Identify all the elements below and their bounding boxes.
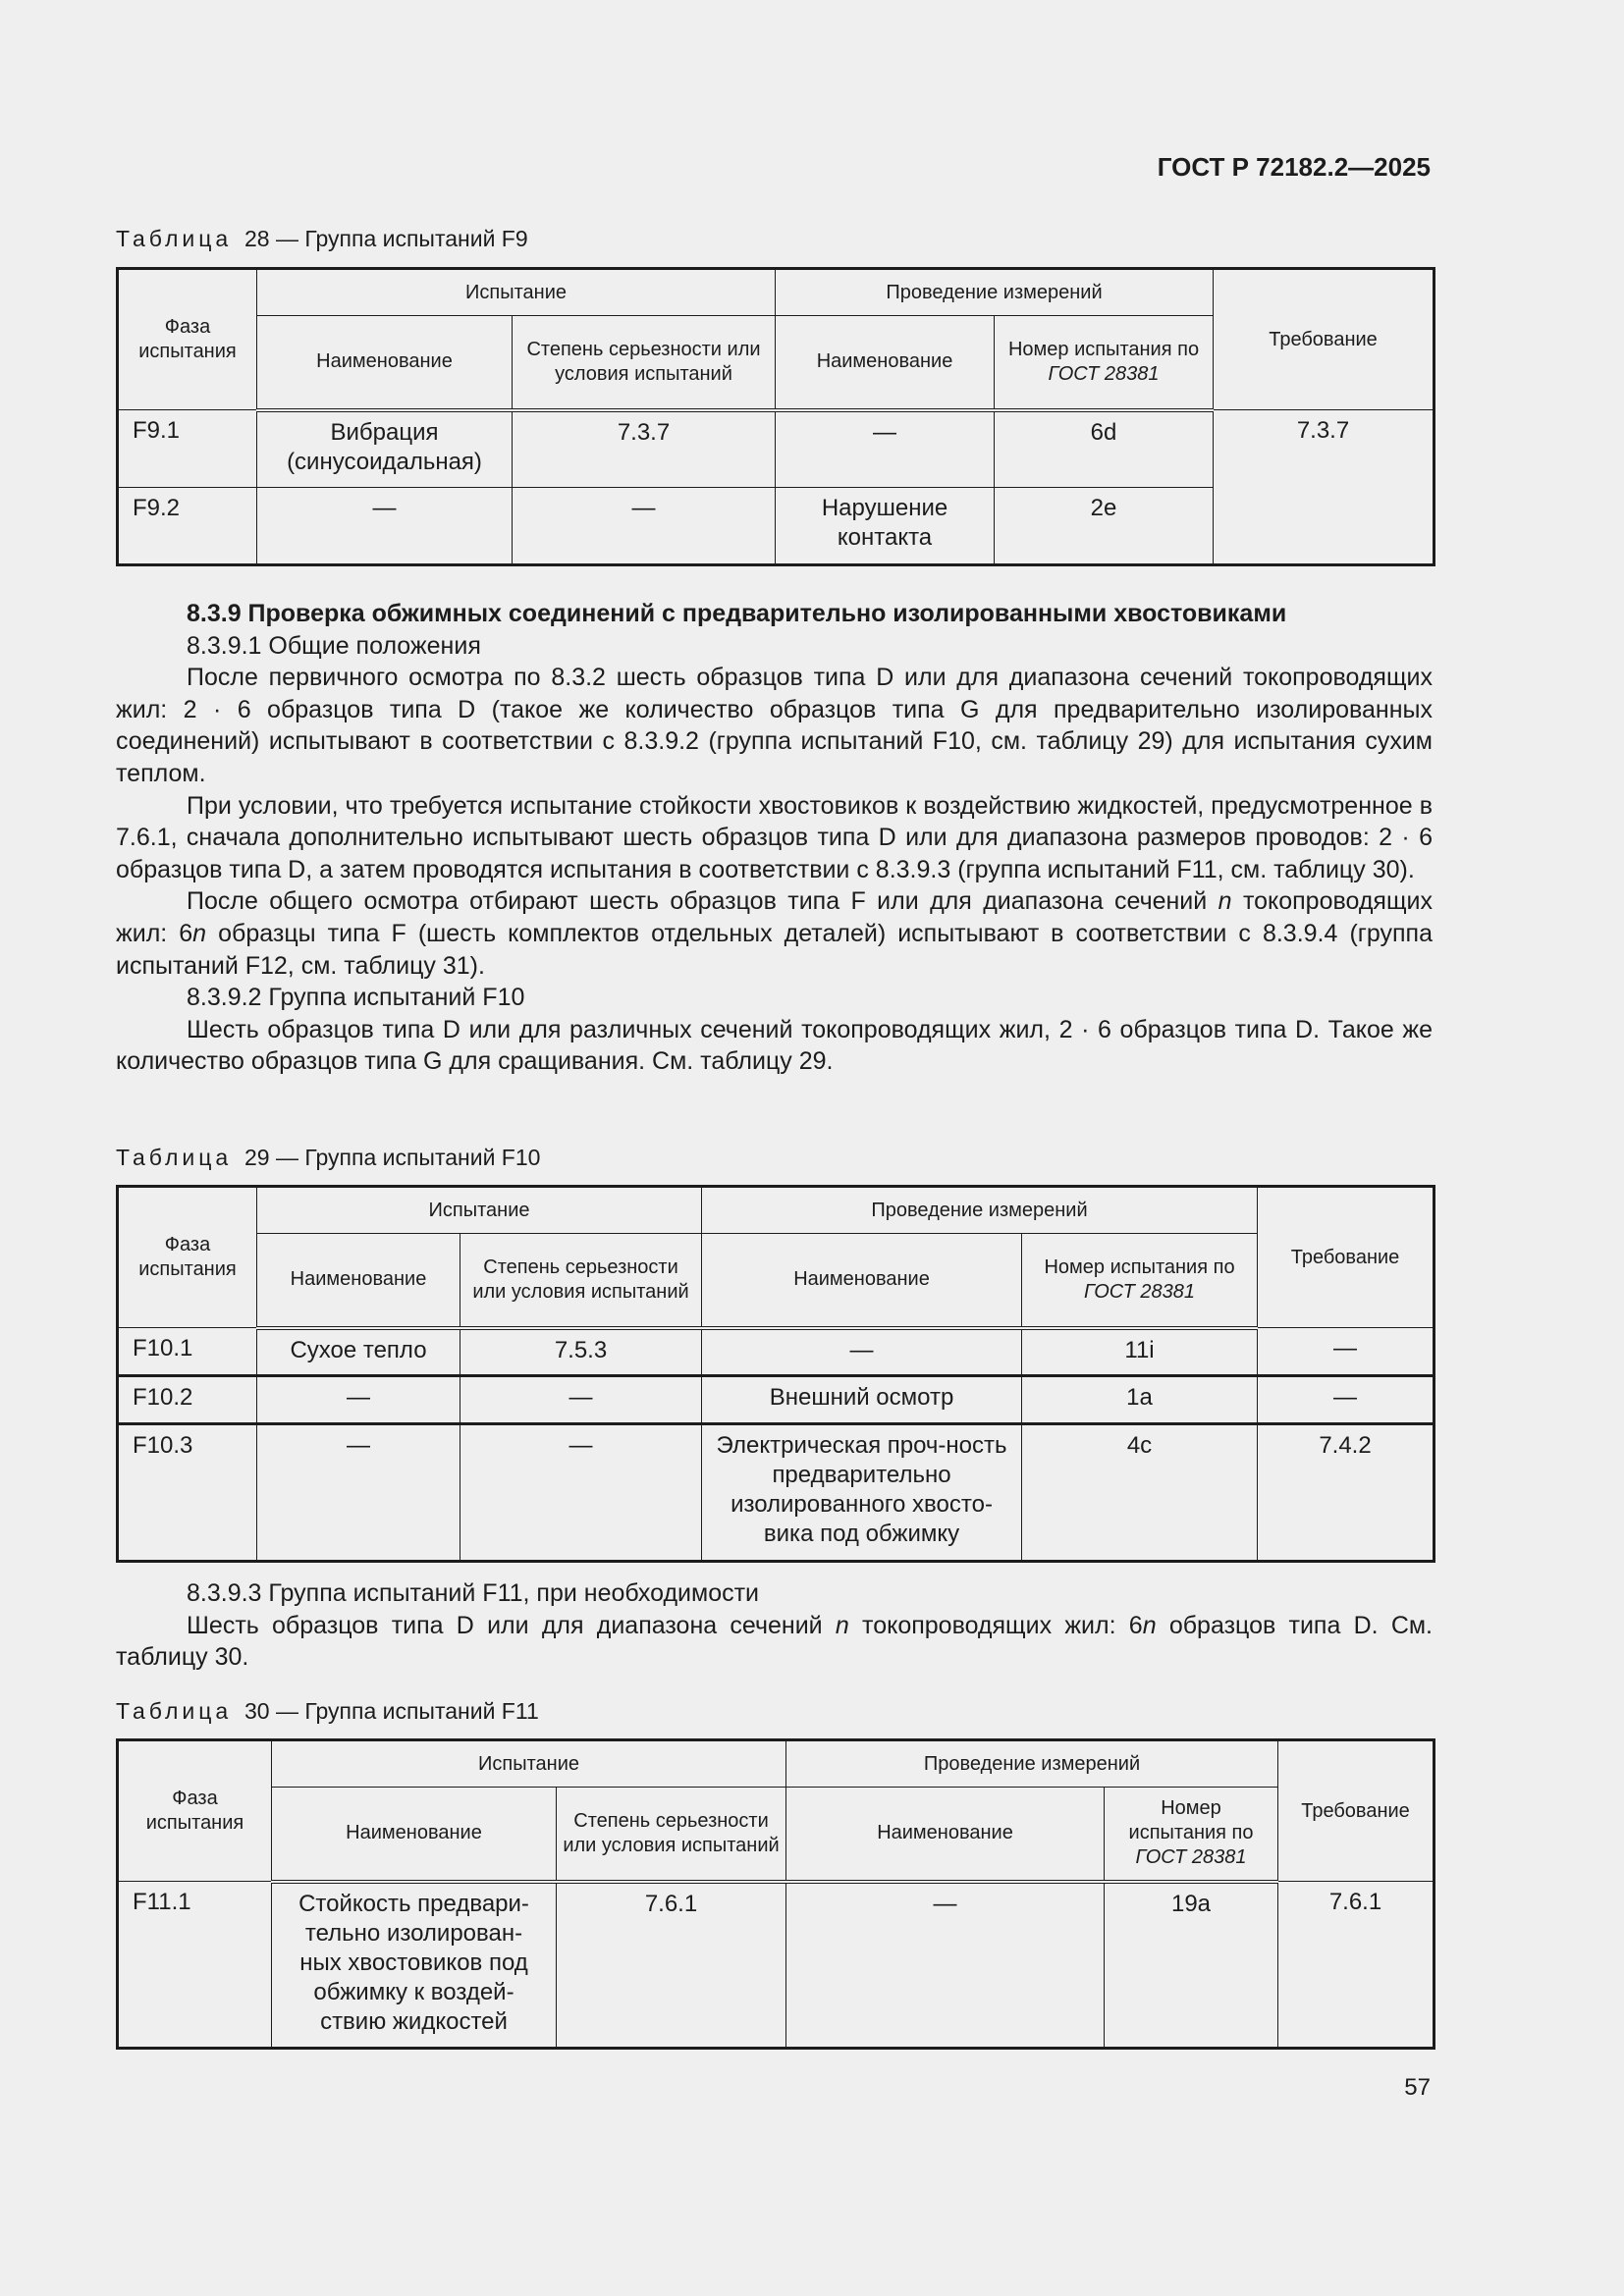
cell-test-name: — (257, 1376, 460, 1424)
cell-test-number: 1a (1022, 1376, 1258, 1424)
table-caption-title: 28 — Группа испытаний F9 (244, 226, 528, 251)
header-test-name: Наименование (257, 1234, 460, 1328)
header-severity: Степень серьезности или условия испытаний (557, 1788, 786, 1882)
cell-test-name: Стойкость предвари-тельно изолирован-ных хвостовиков под обжимку к воздей-ствию жидкостей (272, 1882, 557, 2049)
table-row (118, 410, 1435, 488)
page-number: 57 (1404, 2074, 1431, 2101)
table-row (118, 1882, 1435, 2049)
table-row (118, 1328, 1435, 1376)
cell-measurement-name: Нарушение контакта (776, 488, 995, 565)
cell-test-name: Вибрация (синусоидальная) (257, 410, 513, 488)
header-measurement: Проведение измерений (786, 1740, 1278, 1788)
cell-severity: 7.3.7 (513, 410, 776, 488)
header-test-number: Номер испытания по ГОСТ 28381 (995, 316, 1214, 410)
cell-test-number: 2e (995, 488, 1214, 565)
cell-requirement: 7.3.7 (1214, 410, 1435, 565)
section-8-3-9 (116, 598, 1433, 1078)
cell-measurement-name: Электрическая проч-ность предварительно изолированного хвосто-вика под обжимку (702, 1424, 1022, 1562)
section-8-3-9-3 (116, 1577, 1433, 1674)
header-measurement-name: Наименование (702, 1234, 1022, 1328)
cell-test-number: 4c (1022, 1424, 1258, 1562)
cell-severity: — (513, 488, 776, 565)
header-requirement: Требование (1278, 1740, 1435, 1882)
table-30 (116, 1738, 1435, 2050)
header-test-number: Номер испытания по ГОСТ 28381 (1022, 1234, 1258, 1328)
cell-severity: — (460, 1376, 702, 1424)
cell-phase: F9.1 (118, 410, 257, 488)
cell-test-name: — (257, 488, 513, 565)
paragraph: Шесть образцов типа D или для различных сечений токопроводящих жил, 2 · 6 образцов типа D. Такое же количество образцов типа G для сращивания. См. таблицу 29. (116, 1015, 1433, 1076)
cell-phase: F11.1 (118, 1882, 272, 2049)
header-phase: Фаза испытания (118, 1740, 272, 1882)
cell-phase: F10.1 (118, 1328, 257, 1376)
table-caption-word: Таблица (116, 1145, 233, 1170)
cell-severity: 7.5.3 (460, 1328, 702, 1376)
paragraph: После общего осмотра отбирают шесть образцов типа F или для диапазона сечений n токопроводящих жил: 6n образцы типа F (шесть комплектов отдельных деталей) испытывают в соответствии с 8.3.9.4 (группа испытаний F12, см. таблицу 31). (116, 887, 1433, 980)
cell-requirement: 7.4.2 (1258, 1424, 1435, 1562)
table-caption-word: Таблица (116, 226, 233, 251)
cell-requirement: 7.6.1 (1278, 1882, 1435, 2049)
header-phase: Фаза испытания (118, 269, 257, 410)
subsection-heading: 8.3.9.2 Группа испытаний F10 (187, 984, 525, 1012)
table-row (118, 1376, 1435, 1424)
header-requirement: Требование (1258, 1187, 1435, 1328)
cell-phase: F10.3 (118, 1424, 257, 1562)
table-caption-title: 30 — Группа испытаний F11 (244, 1698, 539, 1724)
section-heading: 8.3.9 Проверка обжимных соединений с предварительно изолированными хвостовиками (187, 600, 1287, 627)
cell-measurement-name: — (786, 1882, 1105, 2049)
header-measurement: Проведение измерений (776, 269, 1214, 316)
header-test: Испытание (257, 269, 776, 316)
table-28 (116, 267, 1435, 566)
table-29-caption (116, 1145, 540, 1171)
cell-measurement-name: — (776, 410, 995, 488)
cell-test-number: 11i (1022, 1328, 1258, 1376)
subsection-heading: 8.3.9.1 Общие положения (187, 631, 481, 660)
table-28-caption (116, 226, 528, 252)
header-phase: Фаза испытания (118, 1187, 257, 1328)
cell-test-number: 6d (995, 410, 1214, 488)
header-severity: Степень серьезности или условия испытаний (513, 316, 776, 410)
cell-requirement: — (1258, 1376, 1435, 1424)
cell-phase: F9.2 (118, 488, 257, 565)
header-measurement: Проведение измерений (702, 1187, 1258, 1234)
table-row (118, 1424, 1435, 1562)
cell-measurement-name: — (702, 1328, 1022, 1376)
cell-requirement: — (1258, 1328, 1435, 1376)
header-measurement-name: Наименование (786, 1788, 1105, 1882)
header-test: Испытание (257, 1187, 702, 1234)
header-severity: Степень серьезности или условия испытаний (460, 1234, 702, 1328)
document-id: ГОСТ Р 72182.2—2025 (1157, 152, 1431, 182)
cell-test-number: 19a (1105, 1882, 1278, 2049)
table-caption-word: Таблица (116, 1698, 233, 1724)
paragraph: После первичного осмотра по 8.3.2 шесть образцов типа D или для диапазона сечений токопроводящих жил: 2 · 6 образцов типа D (такое же количество образцов типа G для предварительно изолированных соединений) испытывают в соответствии с 8.3.9.2 (группа испытаний F10, см. таблицу 29) для испытания сухим теплом. (116, 664, 1433, 787)
table-29 (116, 1185, 1435, 1563)
paragraph: Шесть образцов типа D или для диапазона сечений n токопроводящих жил: 6n образцов типа D. См. таблицу 30. (116, 1611, 1434, 1672)
table-caption-title: 29 — Группа испытаний F10 (244, 1145, 541, 1170)
cell-severity: 7.6.1 (557, 1882, 786, 2049)
cell-test-name: Сухое тепло (257, 1328, 460, 1376)
header-test-name: Наименование (272, 1788, 557, 1882)
header-test: Испытание (272, 1740, 786, 1788)
paragraph: При условии, что требуется испытание стойкости хвостовиков к воздействию жидкостей, предусмотренное в 7.6.1, сначала дополнительно испытывают шесть образцов типа D или для диапазона размеров проводов: 2 · 6 образцов типа D, а затем проводятся испытания в соответствии с 8.3.9.3 (группа испытаний F11, см. таблицу 30). (116, 791, 1433, 883)
cell-test-name: — (257, 1424, 460, 1562)
table-30-caption (116, 1698, 539, 1725)
header-requirement: Требование (1214, 269, 1435, 410)
header-test-name: Наименование (257, 316, 513, 410)
subsection-heading: 8.3.9.3 Группа испытаний F11, при необходимости (187, 1579, 760, 1607)
header-test-number: Номер испытания по ГОСТ 28381 (1105, 1788, 1278, 1882)
cell-severity: — (460, 1424, 702, 1562)
cell-measurement-name: Внешний осмотр (702, 1376, 1022, 1424)
cell-phase: F10.2 (118, 1376, 257, 1424)
header-measurement-name: Наименование (776, 316, 995, 410)
